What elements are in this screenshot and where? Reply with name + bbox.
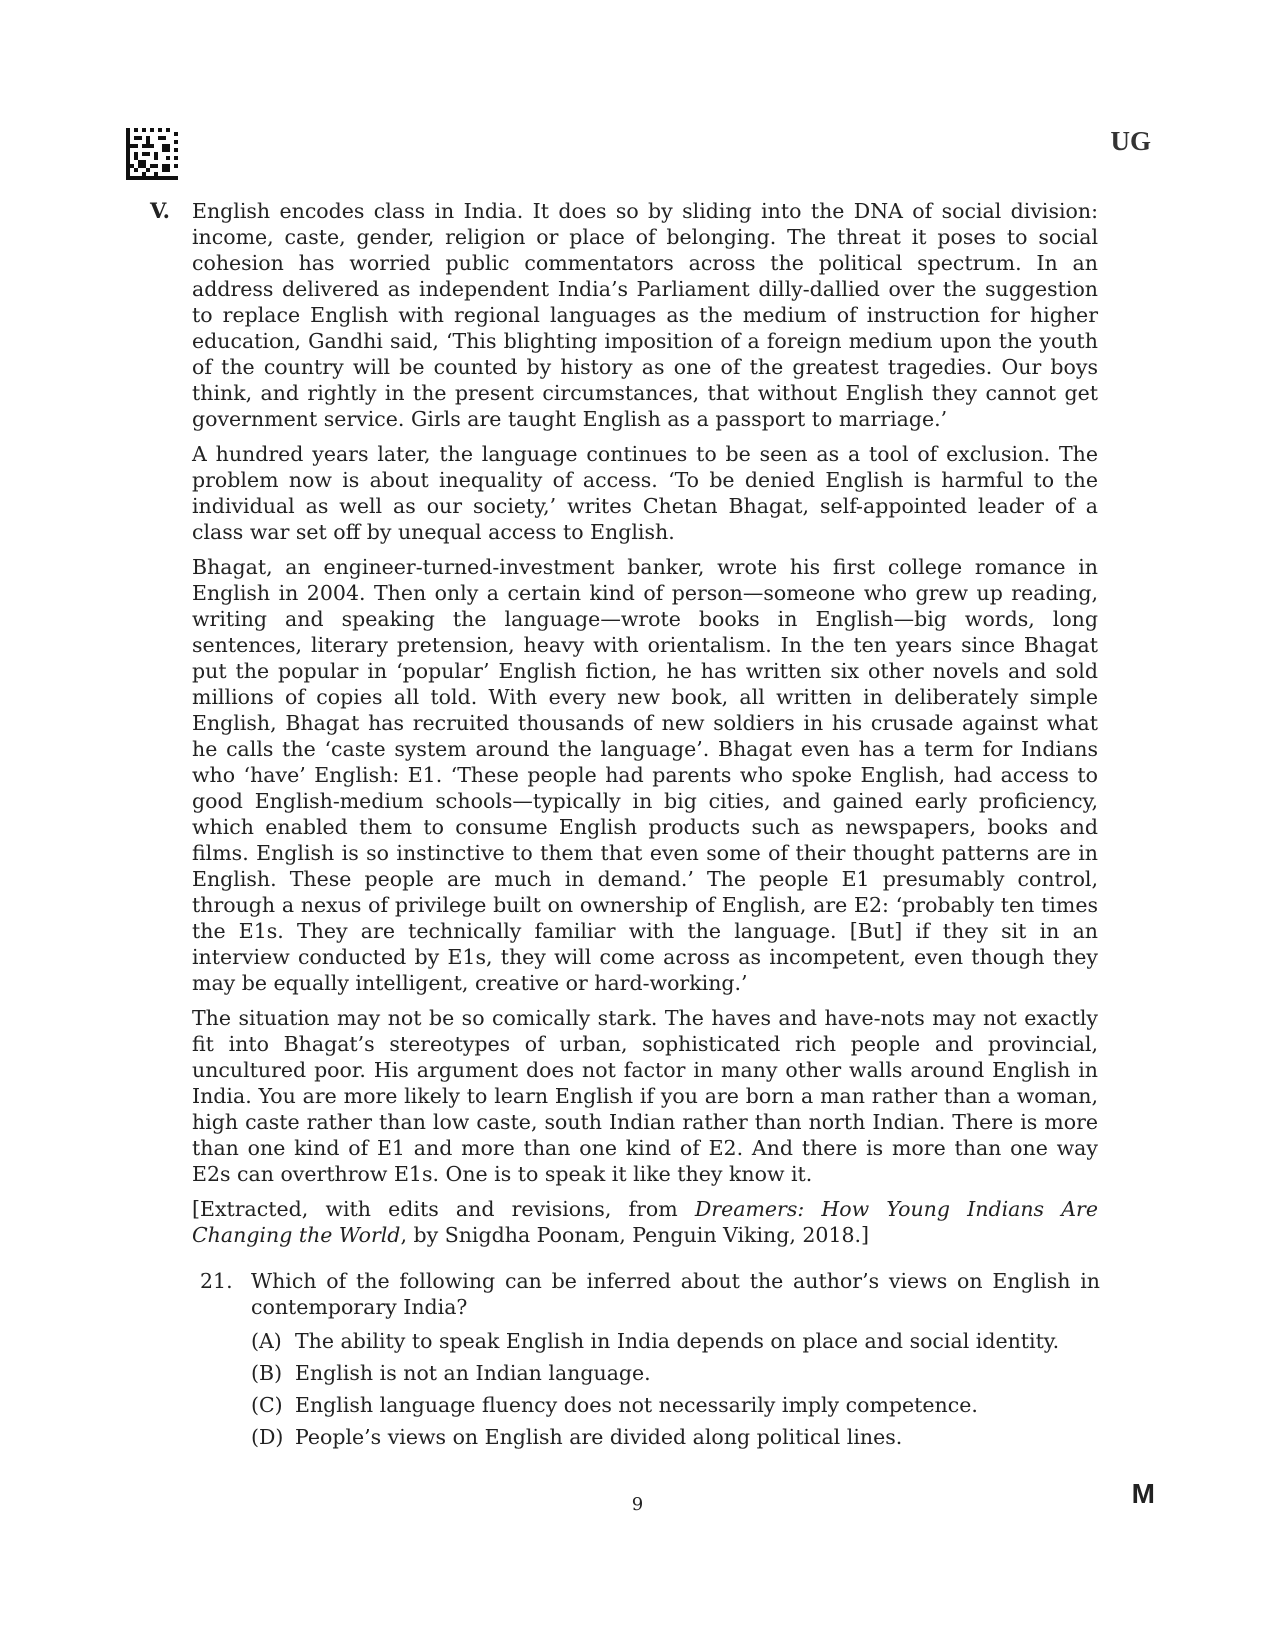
option-label: (A) — [251, 1329, 282, 1353]
source-title: Dreamers: How Young Indians Are Changing the World — [192, 1197, 1098, 1247]
option-c — [251, 1392, 1100, 1424]
question-text: Which of the following can be inferred about the author’s views on English in contemporary India? — [251, 1269, 1100, 1319]
page-number: 9 — [631, 1494, 644, 1515]
datamatrix-code-icon — [126, 128, 178, 180]
passage-body — [192, 198, 1098, 1248]
option-text: English is not an Indian language. — [295, 1361, 651, 1385]
passage-paragraph: The situation may not be so comically stark. The haves and have-nots may not exactly fit into Bhagat’s stereotypes of urban, sophisticated rich people and provincial, uncultured poor. His argument does not factor in many other walls around English in India. You are more likely to learn English if you are born a man rather than a woman, high caste rather than low caste, south Indian rather than north Indian. There is more than one kind of E1 and more than one kind of E2. And there is more than one way E2s can overthrow E1s. One is to speak it like they know it. — [192, 1006, 1098, 1186]
passage-paragraph: English encodes class in India. It does so by sliding into the DNA of social division: income, caste, gender, religion or place of belonging. The threat it poses to social cohesion has worried public commentators across the political spectrum. In an address delivered as independent India’s Parliament dilly-dallied over the suggestion to replace English with regional languages as the medium of instruction for higher education, Gandhi said, ‘This blighting imposition of a foreign medium upon the youth of the country will be counted by history as one of the greatest tragedies. Our boys think, and rightly in the present circumstances, that without English they cannot get government service. Girls are taught English as a passport to marriage.’ — [192, 199, 1098, 431]
passage-marker: V. — [150, 198, 170, 223]
option-b — [251, 1360, 1100, 1392]
question-number: 21. — [200, 1269, 233, 1293]
option-text: The ability to speak English in India depends on place and social identity. — [295, 1329, 1060, 1353]
option-label: (D) — [251, 1425, 284, 1449]
test-code-label: UG — [1110, 126, 1151, 156]
source-prefix: [Extracted, with edits and revisions, from — [192, 1197, 695, 1221]
series-code: M — [1131, 1478, 1155, 1509]
reading-passage — [150, 198, 1100, 1257]
passage-source — [192, 1196, 1098, 1248]
passage-paragraph: Bhagat, an engineer-turned-investment banker, wrote his first college romance in English in 2004. Then only a certain kind of person—someone who grew up reading, writing and speaking the language—wrote books in English—big words, long sentences, literary pretension, heavy with orientalism. In the ten years since Bhagat put the popular in ‘popular’ English fiction, he has written six other novels and sold millions of copies all told. With every new book, all written in deliberately simple English, Bhagat has recruited thousands of new soldiers in his crusade against what he calls the ‘caste system around the language’. Bhagat even has a term for Indians who ‘have’ English: E1. ‘These people had parents who spoke English, had access to good English-medium schools—typically in big cities, and gained early proficiency, which enabled them to consume English products such as newspapers, books and films. English is so instinctive to them that even some of their thought patterns are in English. These people are much in demand.’ The people E1 presumably control, through a nexus of privilege built on ownership of English, are E2: ‘probably ten times the E1s. They are technically familiar with the language. [But] if they sit in an interview conducted by E1s, they will come across as incompetent, even though they may be equally intelligent, creative or hard-working.’ — [192, 555, 1098, 995]
question-21 — [200, 1268, 1100, 1456]
passage-paragraph: A hundred years later, the language continues to be seen as a tool of exclusion. The problem now is about inequality of access. ‘To be denied English is harmful to the individual as well as our society,’ writes Chetan Bhagat, self-appointed leader of a class war set off by unequal access to English. — [192, 442, 1098, 544]
option-text: People’s views on English are divided along political lines. — [295, 1425, 903, 1449]
option-a — [251, 1328, 1100, 1360]
option-text: English language fluency does not necessarily imply competence. — [295, 1393, 978, 1417]
source-suffix: , by Snigdha Poonam, Penguin Viking, 2018.] — [400, 1223, 870, 1247]
option-d — [251, 1424, 1100, 1456]
option-label: (B) — [251, 1361, 283, 1385]
option-label: (C) — [251, 1393, 283, 1417]
answer-options — [251, 1328, 1100, 1456]
